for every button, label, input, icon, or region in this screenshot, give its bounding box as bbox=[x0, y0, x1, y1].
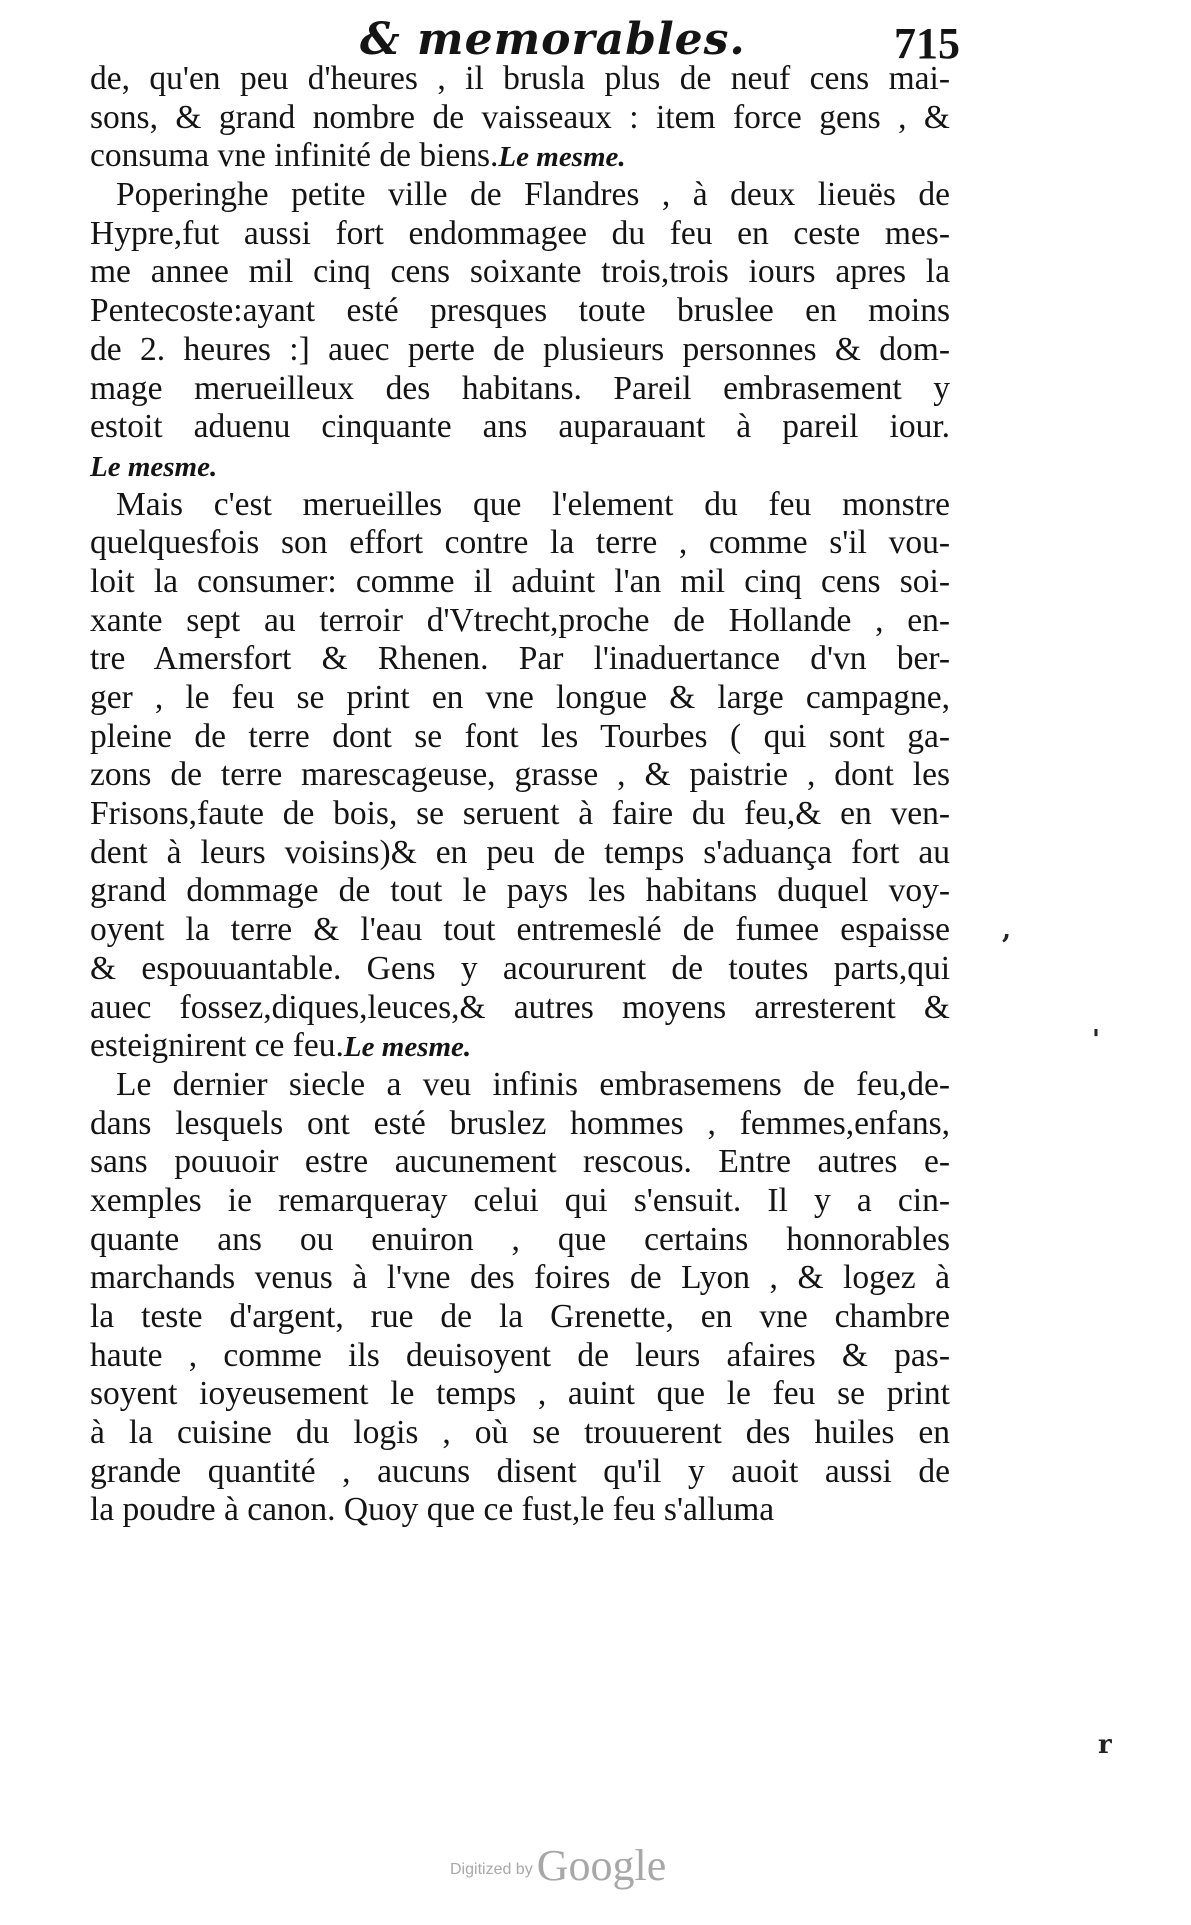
text-line bbox=[90, 1375, 950, 1414]
text-line bbox=[90, 679, 950, 718]
line-text: tre Amersfort & Rhenen. Par l'inaduertance d'vn ber- bbox=[90, 640, 950, 678]
line-text: dans lesquels ont esté bruslez hommes , femmes,enfans, bbox=[90, 1104, 950, 1142]
text-line bbox=[90, 137, 950, 176]
line-text: estoit aduenu cinquante ans auparauant à pareil iour. bbox=[90, 408, 950, 446]
text-line bbox=[90, 99, 950, 138]
text-line bbox=[90, 1066, 950, 1105]
running-title: & memorables. bbox=[360, 14, 746, 65]
line-text: xante sept au terroir d'Vtrecht,proche de Hollande , en- bbox=[90, 601, 950, 639]
line-text: ger , le feu se print en vne longue & large campagne, bbox=[90, 679, 950, 716]
stray-mark: ' bbox=[1092, 1025, 1100, 1055]
line-text: à la cuisine du logis , où se trouuerent des huiles en bbox=[90, 1414, 950, 1452]
text-line bbox=[90, 524, 950, 563]
line-text: consuma vne infinité de biens. bbox=[90, 137, 499, 175]
line-text: auec fossez,diques,leuces,& autres moyens arresterent & bbox=[90, 988, 950, 1026]
text-line bbox=[90, 1453, 950, 1492]
line-text: dent à leurs voisins)& en peu de temps s'aduança fort au bbox=[90, 833, 950, 871]
text-line bbox=[90, 834, 950, 873]
text-line bbox=[90, 447, 950, 486]
line-text: haute , comme ils deuisoyent de leurs afaires & pas- bbox=[90, 1336, 950, 1374]
text-line bbox=[90, 1143, 950, 1182]
line-text: esteignirent ce feu. bbox=[90, 1027, 344, 1065]
text-line bbox=[90, 60, 950, 99]
text-line bbox=[90, 1027, 950, 1066]
line-text: pleine de terre dont se font les Tourbes ( qui sont ga- bbox=[90, 717, 950, 755]
text-line bbox=[90, 253, 950, 292]
stray-mark: , bbox=[1002, 915, 1012, 945]
text-line bbox=[90, 756, 950, 795]
line-text: sans pouuoir estre aucunement rescous. Entre autres e- bbox=[90, 1143, 950, 1181]
line-text: Hypre,fut aussi fort endommagee du feu en ceste mes- bbox=[90, 214, 950, 252]
line-text: loit la consumer: comme il aduint l'an mil cinq cens soi- bbox=[90, 562, 950, 600]
body-text bbox=[90, 60, 950, 1530]
text-line bbox=[90, 640, 950, 679]
line-text: quante ans ou enuiron , que certains honnorables bbox=[90, 1220, 950, 1258]
source-attribution: Le mesme. bbox=[498, 141, 626, 174]
text-line bbox=[90, 1221, 950, 1260]
text-line bbox=[90, 989, 950, 1028]
line-text: marchands venus à l'vne des foires de Lyon , & logez à bbox=[90, 1259, 950, 1297]
line-text: Pentecoste:ayant esté presques toute bruslee en moins bbox=[90, 292, 950, 330]
line-text: Le dernier siecle a veu infinis embrasemens de feu,de- bbox=[116, 1065, 950, 1103]
text-line bbox=[90, 795, 950, 834]
watermark-prefix: Digitized by bbox=[450, 1861, 533, 1878]
text-line bbox=[90, 1414, 950, 1453]
digitized-watermark bbox=[450, 1840, 750, 1900]
line-text: la poudre à canon. Quoy que ce fust,le feu s'alluma bbox=[90, 1491, 775, 1529]
line-text: quelquesfois son effort contre la terre , comme s'il vou- bbox=[90, 524, 950, 562]
text-line bbox=[90, 563, 950, 602]
line-text: Mais c'est merueilles que l'element du feu monstre bbox=[116, 485, 950, 523]
source-attribution: Le mesme. bbox=[343, 1031, 472, 1064]
google-logo: Google bbox=[536, 1841, 667, 1890]
line-text: soyent ioyeusement le temps , auint que le feu se print bbox=[90, 1375, 950, 1413]
line-text: & espouuantable. Gens y acoururent de toutes parts,qui bbox=[90, 949, 950, 987]
line-text: grande quantité , aucuns disent qu'il y auoit aussi de bbox=[90, 1452, 950, 1490]
text-line bbox=[90, 1105, 950, 1144]
line-text: de, qu'en peu d'heures , il brusla plus de neuf cens mai- bbox=[90, 60, 950, 97]
source-attribution: Le mesme. bbox=[90, 450, 218, 483]
line-text: sons, & grand nombre de vaisseaux : item force gens , & bbox=[90, 98, 950, 136]
line-text: me annee mil cinq cens soixante trois,trois iours apres la bbox=[90, 253, 950, 291]
text-line bbox=[90, 872, 950, 911]
text-line bbox=[90, 331, 950, 370]
line-text: de 2. heures :] auec perte de plusieurs personnes & dom- bbox=[90, 330, 950, 368]
line-text: Poperinghe petite ville de Flandres , à deux lieuës de bbox=[116, 176, 950, 214]
line-text: oyent la terre & l'eau tout entremeslé de fumee espaisse bbox=[90, 911, 950, 949]
text-line bbox=[90, 1337, 950, 1376]
line-text: grand dommage de tout le pays les habitans duquel voy- bbox=[90, 872, 950, 910]
line-text: Frisons,faute de bois, se seruent à faire du feu,& en ven- bbox=[90, 795, 950, 833]
line-text: la teste d'argent, rue de la Grenette, en vne chambre bbox=[90, 1298, 950, 1335]
text-line bbox=[90, 1491, 950, 1530]
text-line bbox=[90, 1259, 950, 1298]
line-text: xemples ie remarqueray celui qui s'ensuit. Il y a cin- bbox=[90, 1181, 950, 1219]
text-line bbox=[90, 602, 950, 641]
text-line bbox=[90, 215, 950, 254]
text-line bbox=[90, 718, 950, 757]
page-number: 715 bbox=[894, 19, 960, 68]
text-line bbox=[90, 911, 950, 950]
text-line bbox=[90, 370, 950, 409]
text-line bbox=[90, 408, 950, 447]
text-line bbox=[90, 292, 950, 331]
text-line bbox=[90, 176, 950, 215]
line-text: zons de terre marescageuse, grasse , & paistrie , dont les bbox=[90, 756, 950, 794]
stray-mark: r bbox=[1098, 1730, 1112, 1760]
text-line bbox=[90, 1298, 950, 1337]
text-line bbox=[90, 950, 950, 989]
line-text: mage merueilleux des habitans. Pareil embrasement y bbox=[90, 369, 950, 407]
text-line bbox=[90, 486, 950, 525]
text-line bbox=[90, 1182, 950, 1221]
